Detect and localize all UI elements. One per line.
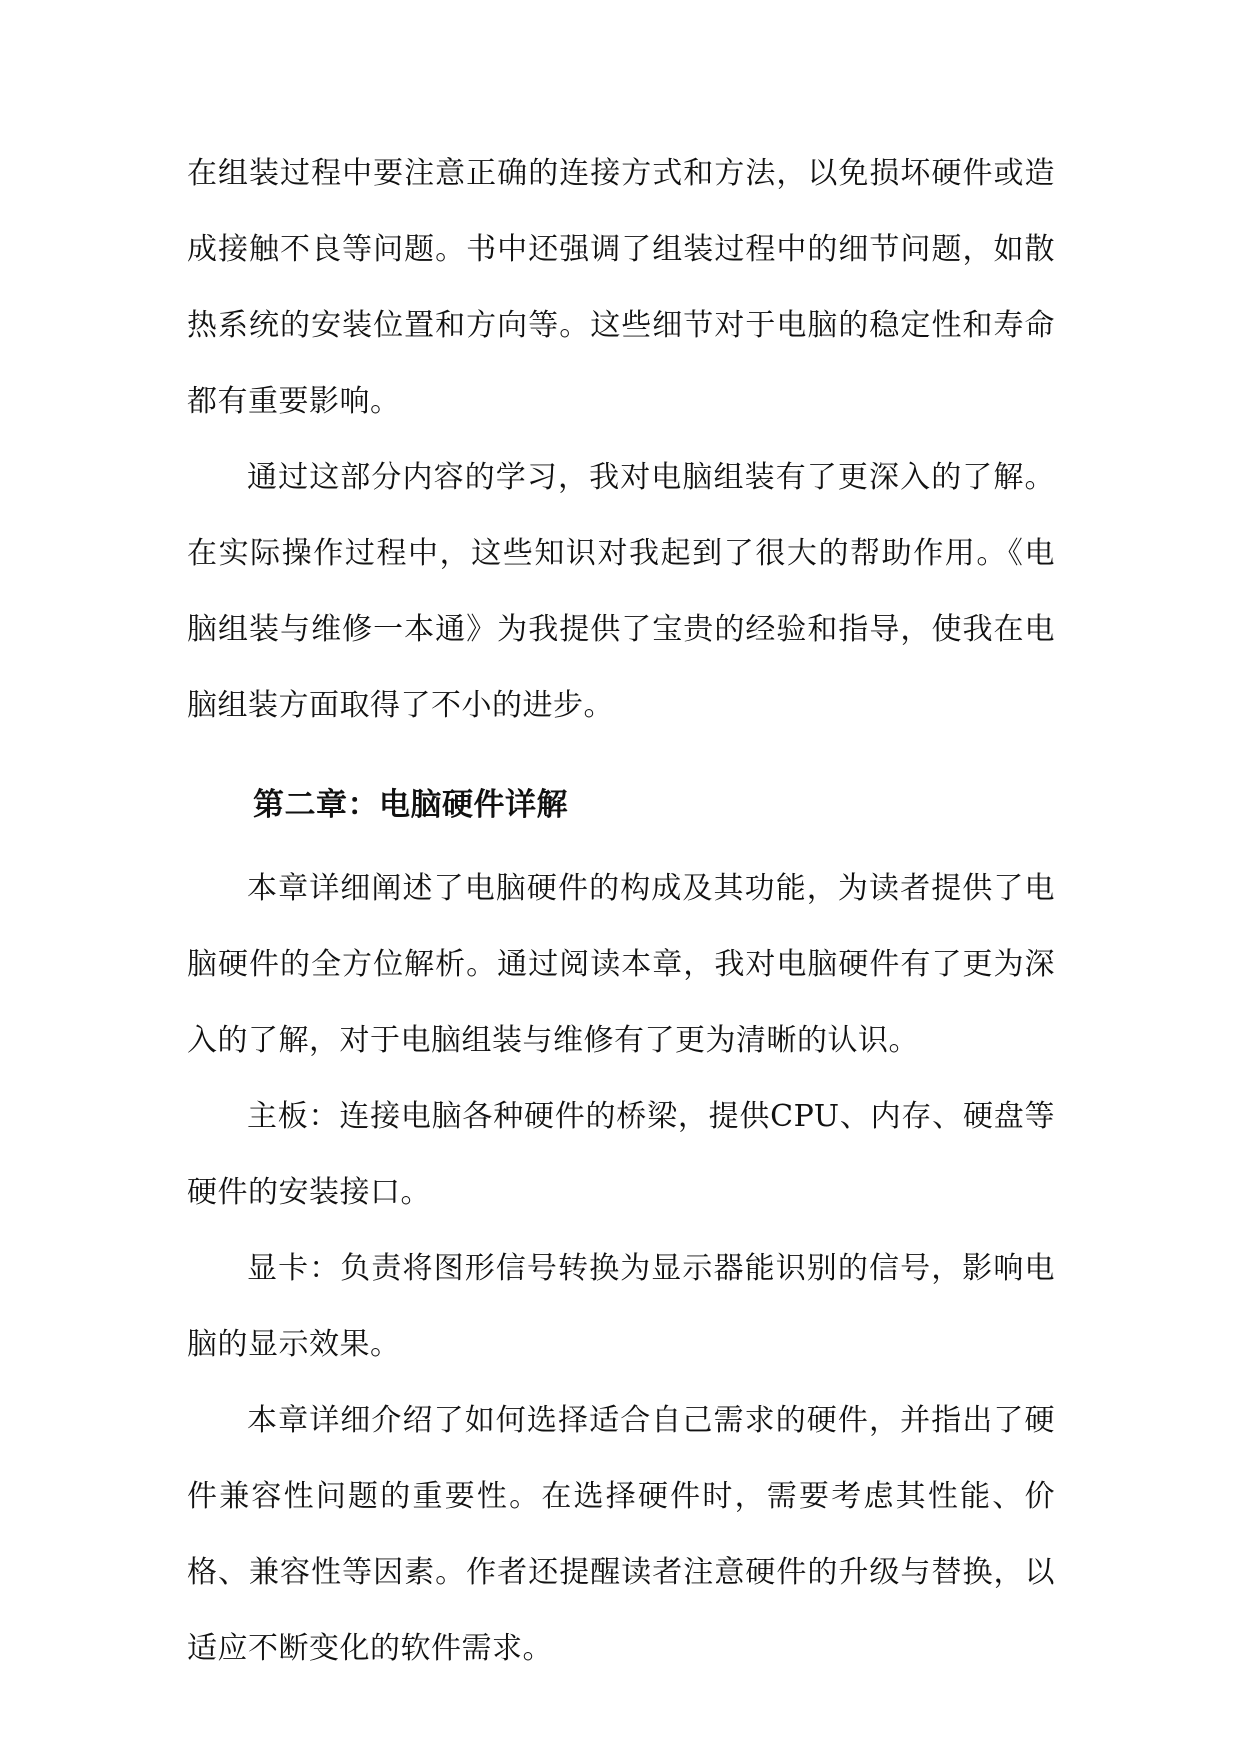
page-content — [187, 136, 1055, 1687]
body-paragraph: 主板：连接电脑各种硬件的桥梁，提供CPU、内存、硬盘等硬件的安装接口。 — [187, 1099, 1055, 1210]
body-paragraph: 本章详细阐述了电脑硬件的构成及其功能，为读者提供了电脑硬件的全方位解析。通过阅读本章，我对电脑硬件有了更为深入的了解，对于电脑组装与维修有了更为清晰的认识。 — [187, 871, 1055, 1058]
body-paragraph: 显卡：负责将图形信号转换为显示器能识别的信号，影响电脑的显示效果。 — [187, 1251, 1055, 1362]
body-paragraph: 通过这部分内容的学习，我对电脑组装有了更深入的了解。在实际操作过程中，这些知识对我起到了很大的帮助作用。《电脑组装与维修一本通》为我提供了宝贵的经验和指导，使我在电脑组装方面取得了不小的进步。 — [187, 460, 1055, 723]
body-paragraph: 本章详细介绍了如何选择适合自己需求的硬件，并指出了硬件兼容性问题的重要性。在选择硬件时，需要考虑其性能、价格、兼容性等因素。作者还提醒读者注意硬件的升级与替换，以适应不断变化的软件需求。 — [187, 1403, 1055, 1666]
chapter-heading: 第二章：电脑硬件详解 — [253, 787, 568, 823]
body-paragraph: 在组装过程中要注意正确的连接方式和方法，以免损坏硬件或造成接触不良等问题。书中还强调了组装过程中的细节问题，如散热系统的安装位置和方向等。这些细节对于电脑的稳定性和寿命都有重要影响。 — [187, 156, 1055, 419]
